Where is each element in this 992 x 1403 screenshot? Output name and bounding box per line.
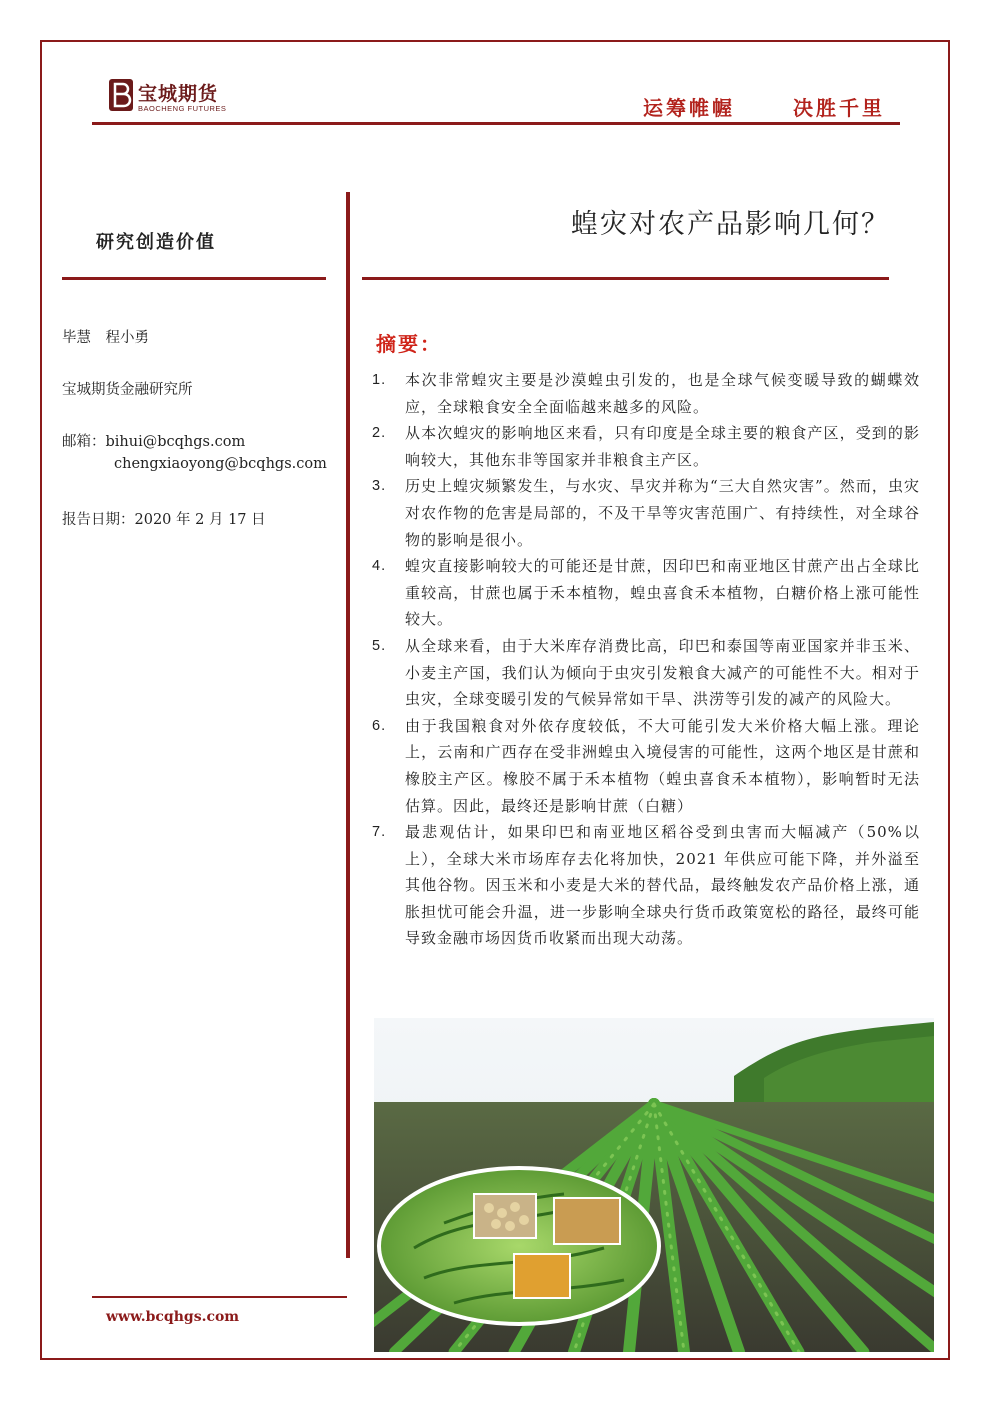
list-item: 5. 从全球来看，由于大米库存消费比高，印巴和泰国等南亚国家并非玉米、小麦主产国，我们认为倾向于虫灾引发粮食大减产的可能性不大。相对于虫灾，全球变暖引发的气候异常如干旱、洪涝等引发的减产的风险大。 [372, 636, 920, 709]
header-rule [92, 122, 900, 125]
slogan-right: 决胜千里 [793, 96, 885, 120]
list-item: 2. 从本次蝗灾的影响地区来看，只有印度是全球主要的粮食产区，受到的影响较大，其他东非等国家并非粮食主产区。 [372, 424, 920, 469]
list-item: 4. 蝗灾直接影响较大的可能还是甘蔗，因印巴和南亚地区甘蔗产出占全球比重较高，甘蔗也属于禾本植物，蝗虫喜食禾本植物，白糖价格上涨可能性较大。 [372, 557, 920, 629]
website-link[interactable]: www.bcqhgs.com [106, 1309, 240, 1325]
column-divider [346, 192, 350, 1258]
report-date: 报告日期：2020 年 2 月 17 日 [62, 512, 266, 528]
slogan-left: 运筹帷幄 [643, 96, 735, 120]
list-item: 7. 最悲观估计，如果印巴和南亚地区稻谷受到虫害而大幅减产（50%以上），全球大米市场库存去化将加快，2021 年供应可能下降，并外溢至其他谷物。因玉米和小麦是大米的替代品，最终触发农产品价格上涨，通胀担忧可能会升温，进一步影响全球央行货币政策宽松的路径，最终可能导致金融市场因货币收紧而出现大动荡。 [372, 823, 920, 948]
footer-rule [92, 1296, 347, 1298]
logo-text: 宝城期货 [138, 83, 219, 105]
company-logo [108, 78, 238, 116]
sidebar-rule [62, 277, 326, 280]
crop-field-photo [374, 1018, 934, 1352]
email-primary: 邮箱：bihui@bcqhgs.com [62, 434, 246, 450]
tagline: 研究创造价值 [96, 232, 216, 253]
authors: 毕慧 程小勇 [62, 330, 149, 346]
report-title: 蝗灾对农产品影响几何？ [571, 209, 890, 240]
abstract-heading: 摘要： [376, 332, 442, 356]
list-item: 1. 本次非常蝗灾主要是沙漠蝗虫引发的，也是全球气候变暖导致的蝴蝶效应，全球粮食安全全面临越来越多的风险。 [372, 371, 920, 416]
title-rule [362, 277, 889, 280]
list-item: 3. 历史上蝗灾频繁发生，与水灾、旱灾并称为“三大自然灾害”。然而，虫灾对农作物的危害是局部的，不及干旱等灾害范围广、有持续性，对全球谷物的影响是很小。 [372, 477, 920, 549]
logo-subtext: BAOCHENG FUTURES [138, 104, 227, 113]
abstract-list [372, 367, 920, 952]
list-item: 6. 由于我国粮食对外依存度较低，不大可能引发大米价格大幅上涨。理论上，云南和广西存在受非洲蝗虫入境侵害的可能性，这两个地区是甘蔗和橡胶主产区。橡胶不属于禾本植物（蝗虫喜食禾本植物），影响暂时无法估算。因此，最终还是影响甘蔗（白糖） [372, 716, 920, 815]
institute: 宝城期货金融研究所 [62, 382, 193, 398]
email-secondary: chengxiaoyong@bcqhgs.com [114, 456, 327, 472]
logo-mark-icon [108, 78, 134, 112]
